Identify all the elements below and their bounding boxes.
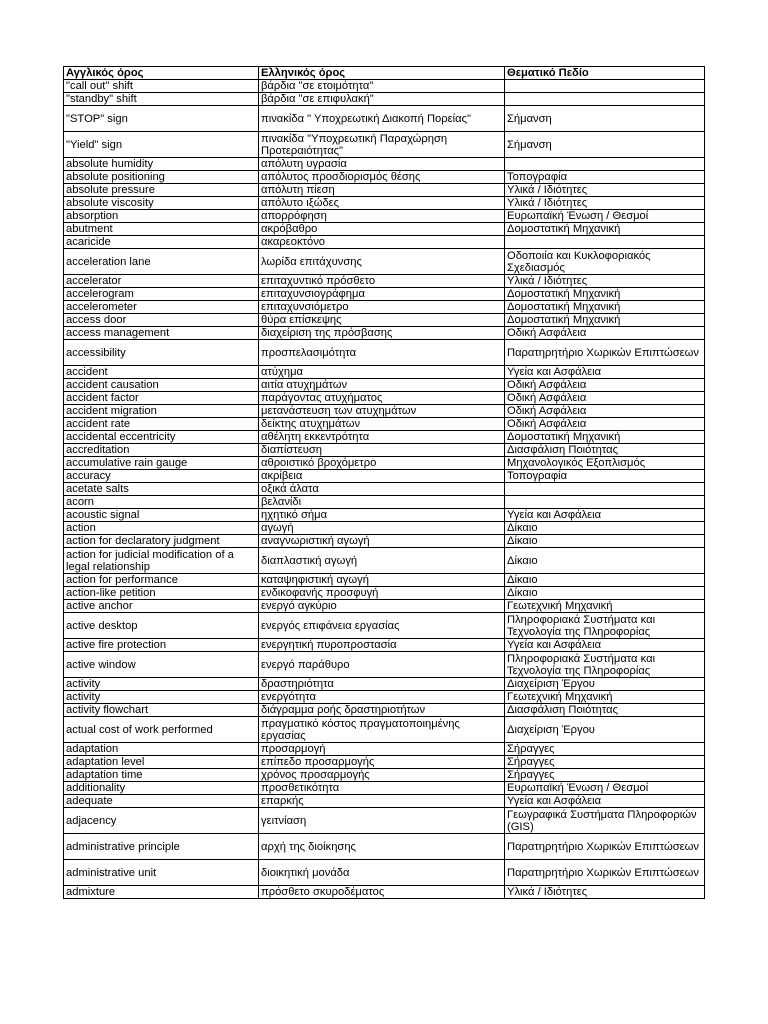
english-term-cell: activity flowchart bbox=[64, 704, 259, 717]
subject-field-cell: Διασφάλιση Ποιότητας bbox=[505, 444, 705, 457]
english-term-cell: access management bbox=[64, 327, 259, 340]
subject-field-cell: Υλικά / Ιδιότητες bbox=[505, 275, 705, 288]
subject-field-cell bbox=[505, 496, 705, 509]
subject-field-cell bbox=[505, 483, 705, 496]
english-term-cell: accident factor bbox=[64, 392, 259, 405]
greek-term-cell: διαπλαστική αγωγή bbox=[259, 548, 505, 574]
english-term-cell: acoustic signal bbox=[64, 509, 259, 522]
english-term-cell: accessibility bbox=[64, 340, 259, 366]
subject-field-cell bbox=[505, 80, 705, 93]
table-row bbox=[64, 548, 705, 574]
english-term-cell: acceleration lane bbox=[64, 249, 259, 275]
table-row bbox=[64, 652, 705, 678]
english-term-cell: acorn bbox=[64, 496, 259, 509]
english-term-cell: adaptation level bbox=[64, 756, 259, 769]
english-term-cell: "standby" shift bbox=[64, 93, 259, 106]
glossary-table bbox=[63, 66, 705, 899]
table-row bbox=[64, 93, 705, 106]
greek-term-cell: αθροιστικό βροχόμετρο bbox=[259, 457, 505, 470]
greek-term-cell: επαρκής bbox=[259, 795, 505, 808]
subject-field-cell: Υγεία και Ασφάλεια bbox=[505, 795, 705, 808]
greek-term-cell: αγωγή bbox=[259, 522, 505, 535]
subject-field-cell bbox=[505, 93, 705, 106]
greek-term-cell: απόλυτη πίεση bbox=[259, 184, 505, 197]
greek-term-cell: πραγματικό κόστος πραγματοποιημένης εργασίας bbox=[259, 717, 505, 743]
subject-field-cell: Δίκαιο bbox=[505, 587, 705, 600]
english-term-cell: action for performance bbox=[64, 574, 259, 587]
header-subject-field: Θεματικό Πεδίο bbox=[505, 67, 705, 80]
english-term-cell: accelerator bbox=[64, 275, 259, 288]
greek-term-cell: προσαρμογή bbox=[259, 743, 505, 756]
english-term-cell: adaptation bbox=[64, 743, 259, 756]
table-row bbox=[64, 613, 705, 639]
table-row bbox=[64, 314, 705, 327]
subject-field-cell: Σήμανση bbox=[505, 106, 705, 132]
table-row bbox=[64, 132, 705, 158]
header-greek-term: Ελληνικός όρος bbox=[259, 67, 505, 80]
greek-term-cell: αθέλητη εκκεντρότητα bbox=[259, 431, 505, 444]
english-term-cell: action for judicial modification of a legal relationship bbox=[64, 548, 259, 574]
subject-field-cell: Δίκαιο bbox=[505, 574, 705, 587]
subject-field-cell: Σήραγγες bbox=[505, 743, 705, 756]
english-term-cell: accidental eccentricity bbox=[64, 431, 259, 444]
table-row bbox=[64, 106, 705, 132]
greek-term-cell: οξικά άλατα bbox=[259, 483, 505, 496]
table-row bbox=[64, 886, 705, 899]
greek-term-cell: ενεργός επιφάνεια εργασίας bbox=[259, 613, 505, 639]
greek-term-cell: ακαρεοκτόνο bbox=[259, 236, 505, 249]
subject-field-cell bbox=[505, 236, 705, 249]
english-term-cell: accident bbox=[64, 366, 259, 379]
table-row bbox=[64, 249, 705, 275]
english-term-cell: "STOP" sign bbox=[64, 106, 259, 132]
english-term-cell: absolute positioning bbox=[64, 171, 259, 184]
greek-term-cell: ηχητικό σήμα bbox=[259, 509, 505, 522]
table-row bbox=[64, 197, 705, 210]
english-term-cell: action bbox=[64, 522, 259, 535]
table-row bbox=[64, 366, 705, 379]
table-row bbox=[64, 639, 705, 652]
table-row bbox=[64, 522, 705, 535]
subject-field-cell: Διαχείριση Έργου bbox=[505, 717, 705, 743]
subject-field-cell: Υλικά / Ιδιότητες bbox=[505, 184, 705, 197]
greek-term-cell: αρχή της διοίκησης bbox=[259, 834, 505, 860]
subject-field-cell: Σήμανση bbox=[505, 132, 705, 158]
table-row bbox=[64, 704, 705, 717]
subject-field-cell: Δομοστατική Μηχανική bbox=[505, 223, 705, 236]
english-term-cell: additionality bbox=[64, 782, 259, 795]
greek-term-cell: επίπεδο προσαρμογής bbox=[259, 756, 505, 769]
english-term-cell: absolute viscosity bbox=[64, 197, 259, 210]
table-row bbox=[64, 340, 705, 366]
table-row bbox=[64, 301, 705, 314]
subject-field-cell: Υγεία και Ασφάλεια bbox=[505, 509, 705, 522]
subject-field-cell: Οδική Ασφάλεια bbox=[505, 379, 705, 392]
english-term-cell: accuracy bbox=[64, 470, 259, 483]
subject-field-cell: Δομοστατική Μηχανική bbox=[505, 431, 705, 444]
greek-term-cell: προσπελασιμότητα bbox=[259, 340, 505, 366]
greek-term-cell: δραστηριότητα bbox=[259, 678, 505, 691]
greek-term-cell: πινακίδα "Υποχρεωτική Παραχώρηση Προτεραιότητας" bbox=[259, 132, 505, 158]
english-term-cell: acetate salts bbox=[64, 483, 259, 496]
table-row bbox=[64, 860, 705, 886]
table-row bbox=[64, 431, 705, 444]
english-term-cell: activity bbox=[64, 691, 259, 704]
english-term-cell: abutment bbox=[64, 223, 259, 236]
subject-field-cell: Οδική Ασφάλεια bbox=[505, 405, 705, 418]
subject-field-cell: Οδική Ασφάλεια bbox=[505, 418, 705, 431]
greek-term-cell: απόλυτο ιξώδες bbox=[259, 197, 505, 210]
english-term-cell: active desktop bbox=[64, 613, 259, 639]
english-term-cell: accelerogram bbox=[64, 288, 259, 301]
english-term-cell: actual cost of work performed bbox=[64, 717, 259, 743]
greek-term-cell: απόλυτος προσδιορισμός θέσης bbox=[259, 171, 505, 184]
subject-field-cell: Γεωγραφικά Συστήματα Πληροφοριών (GIS) bbox=[505, 808, 705, 834]
english-term-cell: acaricide bbox=[64, 236, 259, 249]
table-row bbox=[64, 483, 705, 496]
table-row bbox=[64, 587, 705, 600]
english-term-cell: active fire protection bbox=[64, 639, 259, 652]
greek-term-cell: ακρίβεια bbox=[259, 470, 505, 483]
table-row bbox=[64, 171, 705, 184]
greek-term-cell: απορρόφηση bbox=[259, 210, 505, 223]
greek-term-cell: ατύχημα bbox=[259, 366, 505, 379]
english-term-cell: access door bbox=[64, 314, 259, 327]
table-row bbox=[64, 275, 705, 288]
greek-term-cell: αναγνωριστική αγωγή bbox=[259, 535, 505, 548]
subject-field-cell: Υγεία και Ασφάλεια bbox=[505, 366, 705, 379]
subject-field-cell: Σήραγγες bbox=[505, 769, 705, 782]
english-term-cell: admixture bbox=[64, 886, 259, 899]
subject-field-cell: Οδοποιία και Κυκλοφοριακός Σχεδιασμός bbox=[505, 249, 705, 275]
greek-term-cell: θύρα επίσκεψης bbox=[259, 314, 505, 327]
english-term-cell: active anchor bbox=[64, 600, 259, 613]
subject-field-cell: Τοπογραφία bbox=[505, 470, 705, 483]
subject-field-cell: Τοπογραφία bbox=[505, 171, 705, 184]
english-term-cell: administrative principle bbox=[64, 834, 259, 860]
greek-term-cell: ενεργότητα bbox=[259, 691, 505, 704]
table-row bbox=[64, 236, 705, 249]
subject-field-cell: Ευρωπαϊκή Ένωση / Θεσμοί bbox=[505, 782, 705, 795]
table-row bbox=[64, 158, 705, 171]
english-term-cell: absolute humidity bbox=[64, 158, 259, 171]
subject-field-cell: Υλικά / Ιδιότητες bbox=[505, 197, 705, 210]
subject-field-cell: Πληροφοριακά Συστήματα και Τεχνολογία της Πληροφορίας bbox=[505, 613, 705, 639]
table-row bbox=[64, 327, 705, 340]
subject-field-cell: Δίκαιο bbox=[505, 535, 705, 548]
subject-field-cell: Δίκαιο bbox=[505, 548, 705, 574]
greek-term-cell: απόλυτη υγρασία bbox=[259, 158, 505, 171]
english-term-cell: absolute pressure bbox=[64, 184, 259, 197]
table-row bbox=[64, 678, 705, 691]
subject-field-cell: Γεωτεχνική Μηχανική bbox=[505, 691, 705, 704]
table-row bbox=[64, 600, 705, 613]
english-term-cell: administrative unit bbox=[64, 860, 259, 886]
table-row bbox=[64, 834, 705, 860]
table-row bbox=[64, 379, 705, 392]
greek-term-cell: διοικητική μονάδα bbox=[259, 860, 505, 886]
header-english-term: Αγγλικός όρος bbox=[64, 67, 259, 80]
subject-field-cell: Παρατηρητήριο Χωρικών Επιπτώσεων bbox=[505, 834, 705, 860]
greek-term-cell: διάγραμμα ροής δραστηριοτήτων bbox=[259, 704, 505, 717]
table-row bbox=[64, 470, 705, 483]
table-row bbox=[64, 782, 705, 795]
subject-field-cell: Μηχανολογικός Εξοπλισμός bbox=[505, 457, 705, 470]
greek-term-cell: καταψηφιστική αγωγή bbox=[259, 574, 505, 587]
greek-term-cell: αιτία ατυχημάτων bbox=[259, 379, 505, 392]
table-body bbox=[64, 80, 705, 899]
table-row bbox=[64, 717, 705, 743]
subject-field-cell: Σήραγγες bbox=[505, 756, 705, 769]
english-term-cell: accident causation bbox=[64, 379, 259, 392]
subject-field-cell: Δίκαιο bbox=[505, 522, 705, 535]
subject-field-cell: Υλικά / Ιδιότητες bbox=[505, 886, 705, 899]
table-row bbox=[64, 743, 705, 756]
table-row bbox=[64, 80, 705, 93]
greek-term-cell: διαχείριση της πρόσβασης bbox=[259, 327, 505, 340]
english-term-cell: adaptation time bbox=[64, 769, 259, 782]
table-row bbox=[64, 392, 705, 405]
english-term-cell: action-like petition bbox=[64, 587, 259, 600]
table-row bbox=[64, 691, 705, 704]
greek-term-cell: επιταχυνσιόμετρο bbox=[259, 301, 505, 314]
table-row bbox=[64, 509, 705, 522]
english-term-cell: absorption bbox=[64, 210, 259, 223]
subject-field-cell: Παρατηρητήριο Χωρικών Επιπτώσεων bbox=[505, 340, 705, 366]
table-row bbox=[64, 808, 705, 834]
greek-term-cell: ενεργητική πυροπροστασία bbox=[259, 639, 505, 652]
english-term-cell: accident migration bbox=[64, 405, 259, 418]
subject-field-cell: Οδική Ασφάλεια bbox=[505, 392, 705, 405]
greek-term-cell: δείκτης ατυχημάτων bbox=[259, 418, 505, 431]
table-row bbox=[64, 457, 705, 470]
table-row bbox=[64, 756, 705, 769]
english-term-cell: adjacency bbox=[64, 808, 259, 834]
greek-term-cell: ακρόβαθρο bbox=[259, 223, 505, 236]
table-row bbox=[64, 184, 705, 197]
greek-term-cell: διαπίστευση bbox=[259, 444, 505, 457]
greek-term-cell: πρόσθετο σκυροδέματος bbox=[259, 886, 505, 899]
greek-term-cell: προσθετικότητα bbox=[259, 782, 505, 795]
greek-term-cell: χρόνος προσαρμογής bbox=[259, 769, 505, 782]
table-row bbox=[64, 288, 705, 301]
greek-term-cell: πινακίδα " Υποχρεωτική Διακοπή Πορείας" bbox=[259, 106, 505, 132]
subject-field-cell: Παρατηρητήριο Χωρικών Επιπτώσεων bbox=[505, 860, 705, 886]
greek-term-cell: μετανάστευση των ατυχημάτων bbox=[259, 405, 505, 418]
subject-field-cell bbox=[505, 158, 705, 171]
greek-term-cell: βάρδια "σε επιφυλακή" bbox=[259, 93, 505, 106]
english-term-cell: adequate bbox=[64, 795, 259, 808]
english-term-cell: accelerometer bbox=[64, 301, 259, 314]
subject-field-cell: Δομοστατική Μηχανική bbox=[505, 288, 705, 301]
english-term-cell: action for declaratory judgment bbox=[64, 535, 259, 548]
table-row bbox=[64, 574, 705, 587]
subject-field-cell: Πληροφοριακά Συστήματα και Τεχνολογία της Πληροφορίας bbox=[505, 652, 705, 678]
table-row bbox=[64, 418, 705, 431]
subject-field-cell: Διαχείριση Έργου bbox=[505, 678, 705, 691]
greek-term-cell: επιταχυντικό πρόσθετο bbox=[259, 275, 505, 288]
table-row bbox=[64, 496, 705, 509]
greek-term-cell: παράγοντας ατυχήματος bbox=[259, 392, 505, 405]
greek-term-cell: επιταχυνσιογράφημα bbox=[259, 288, 505, 301]
english-term-cell: activity bbox=[64, 678, 259, 691]
english-term-cell: accumulative rain gauge bbox=[64, 457, 259, 470]
english-term-cell: active window bbox=[64, 652, 259, 678]
greek-term-cell: βελανίδι bbox=[259, 496, 505, 509]
table-row bbox=[64, 223, 705, 236]
greek-term-cell: ενεργό παράθυρο bbox=[259, 652, 505, 678]
greek-term-cell: βάρδια "σε ετοιμότητα" bbox=[259, 80, 505, 93]
english-term-cell: "call out" shift bbox=[64, 80, 259, 93]
header-row bbox=[64, 67, 705, 80]
table-row bbox=[64, 444, 705, 457]
subject-field-cell: Γεωτεχνική Μηχανική bbox=[505, 600, 705, 613]
subject-field-cell: Δομοστατική Μηχανική bbox=[505, 301, 705, 314]
greek-term-cell: ενδικοφανής προσφυγή bbox=[259, 587, 505, 600]
table-row bbox=[64, 405, 705, 418]
table-row bbox=[64, 210, 705, 223]
subject-field-cell: Οδική Ασφάλεια bbox=[505, 327, 705, 340]
english-term-cell: "Yield" sign bbox=[64, 132, 259, 158]
subject-field-cell: Δομοστατική Μηχανική bbox=[505, 314, 705, 327]
table-row bbox=[64, 535, 705, 548]
greek-term-cell: ενεργό αγκύριο bbox=[259, 600, 505, 613]
table-row bbox=[64, 795, 705, 808]
table-row bbox=[64, 769, 705, 782]
english-term-cell: accreditation bbox=[64, 444, 259, 457]
subject-field-cell: Υγεία και Ασφάλεια bbox=[505, 639, 705, 652]
greek-term-cell: λωρίδα επιτάχυνσης bbox=[259, 249, 505, 275]
english-term-cell: accident rate bbox=[64, 418, 259, 431]
subject-field-cell: Διασφάλιση Ποιότητας bbox=[505, 704, 705, 717]
subject-field-cell: Ευρωπαϊκή Ένωση / Θεσμοί bbox=[505, 210, 705, 223]
greek-term-cell: γειτνίαση bbox=[259, 808, 505, 834]
